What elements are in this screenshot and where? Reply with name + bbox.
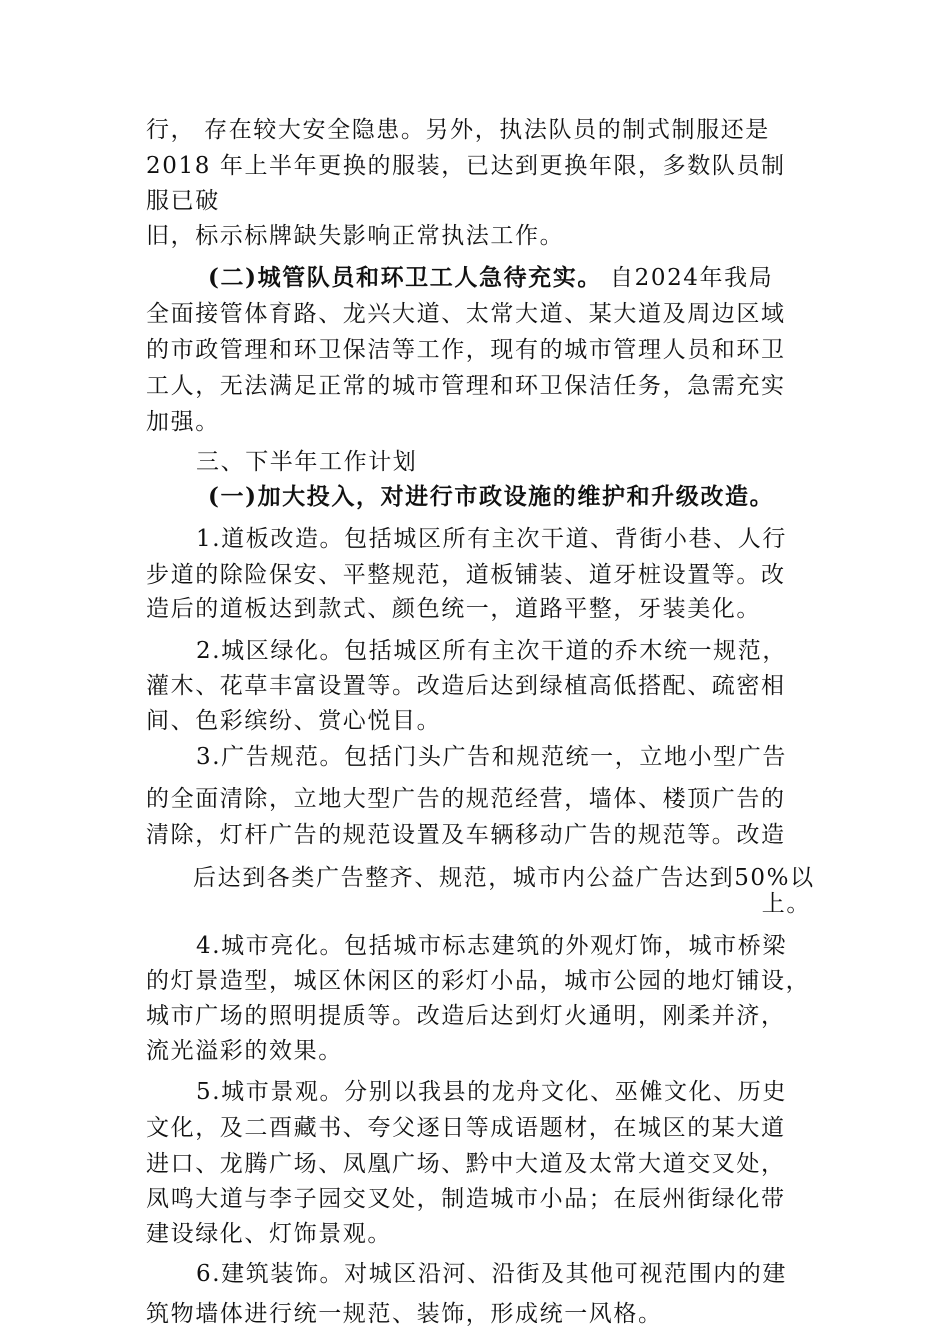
text-line: 4.城市亮化。包括城市标志建筑的外观灯饰，城市桥梁: [196, 933, 787, 959]
text-line: 行， 存在较大安全隐患。另外，执法队员的制式制服还是: [146, 117, 770, 143]
text-line: 5.城市景观。分别以我县的龙舟文化、巫傩文化、历史: [196, 1079, 787, 1105]
text-line: 进口、龙腾广场、凤凰广场、黔中大道及太常大道交叉处，: [146, 1151, 786, 1177]
text-line: 3.广告规范。包括门头广告和规范统一，立地小型广告: [196, 744, 787, 770]
text-line: 清除，灯杆广告的规范设置及车辆移动广告的规范等。改造: [146, 822, 786, 848]
text-line: 全面接管体育路、龙兴大道、太常大道、某大道及周边区域: [146, 301, 786, 327]
text-line: 自2024年我局: [610, 265, 774, 291]
text-line: 2.城区绿化。包括城区所有主次干道的乔木统一规范，: [196, 638, 787, 664]
text-line: 6.建筑装饰。对城区沿河、沿街及其他可视范围内的建: [196, 1261, 787, 1287]
text-line: 工人，无法满足正常的城市管理和环卫保洁任务，急需充实: [146, 373, 786, 399]
text-line: 文化，及二酉藏书、夸父逐日等成语题材，在城区的某大道: [146, 1115, 786, 1141]
text-line: 城市广场的照明提质等。改造后达到灯火通明，刚柔并济，: [146, 1003, 786, 1029]
text-line: 步道的除险保安、平整规范，道板铺装、道牙桩设置等。改: [146, 562, 786, 588]
section-heading: (二)城管队员和环卫工人急待充实。: [208, 264, 602, 291]
text-line: 加强。: [146, 409, 220, 435]
text-line: 服已破: [146, 188, 220, 214]
text-line: 凤鸣大道与李子园交叉处，制造城市小品；在辰州街绿化带: [146, 1186, 786, 1212]
section-heading: (一)加大投入，对进行市政设施的维护和升级改造。: [208, 483, 775, 510]
text-line: 筑物墙体进行统一规范、装饰，形成统一风格。: [146, 1301, 663, 1327]
text-line: 造后的道板达到款式、颜色统一，道路平整，牙装美化。: [146, 596, 761, 622]
text-line: 的灯景造型，城区休闲区的彩灯小品，城市公园的地灯铺设，: [146, 968, 811, 994]
text-line: 的全面清除，立地大型广告的规范经营，墙体、楼顶广告的: [146, 786, 786, 812]
text-line: 间、色彩缤纷、赏心悦目。: [146, 708, 442, 734]
text-line: 上。: [761, 891, 811, 917]
text-line: 灌木、花草丰富设置等。改造后达到绿植高低搭配、疏密相: [146, 673, 786, 699]
text-line: 后达到各类广告整齐、规范，城市内公益广告达到50%以: [193, 865, 815, 891]
text-line: 旧，标示标牌缺失影响正常执法工作。: [146, 223, 565, 249]
text-line: 2018 年上半年更换的服装，已达到更换年限，多数队员制: [146, 153, 786, 179]
text-line: 建设绿化、灯饰景观。: [146, 1221, 392, 1247]
chapter-heading: 三、下半年工作计划: [196, 449, 418, 475]
text-line: 1.道板改造。包括城区所有主次干道、背街小巷、人行: [196, 526, 787, 552]
text-line: 的市政管理和环卫保洁等工作，现有的城市管理人员和环卫: [146, 337, 786, 363]
text-line: 流光溢彩的效果。: [146, 1038, 343, 1064]
